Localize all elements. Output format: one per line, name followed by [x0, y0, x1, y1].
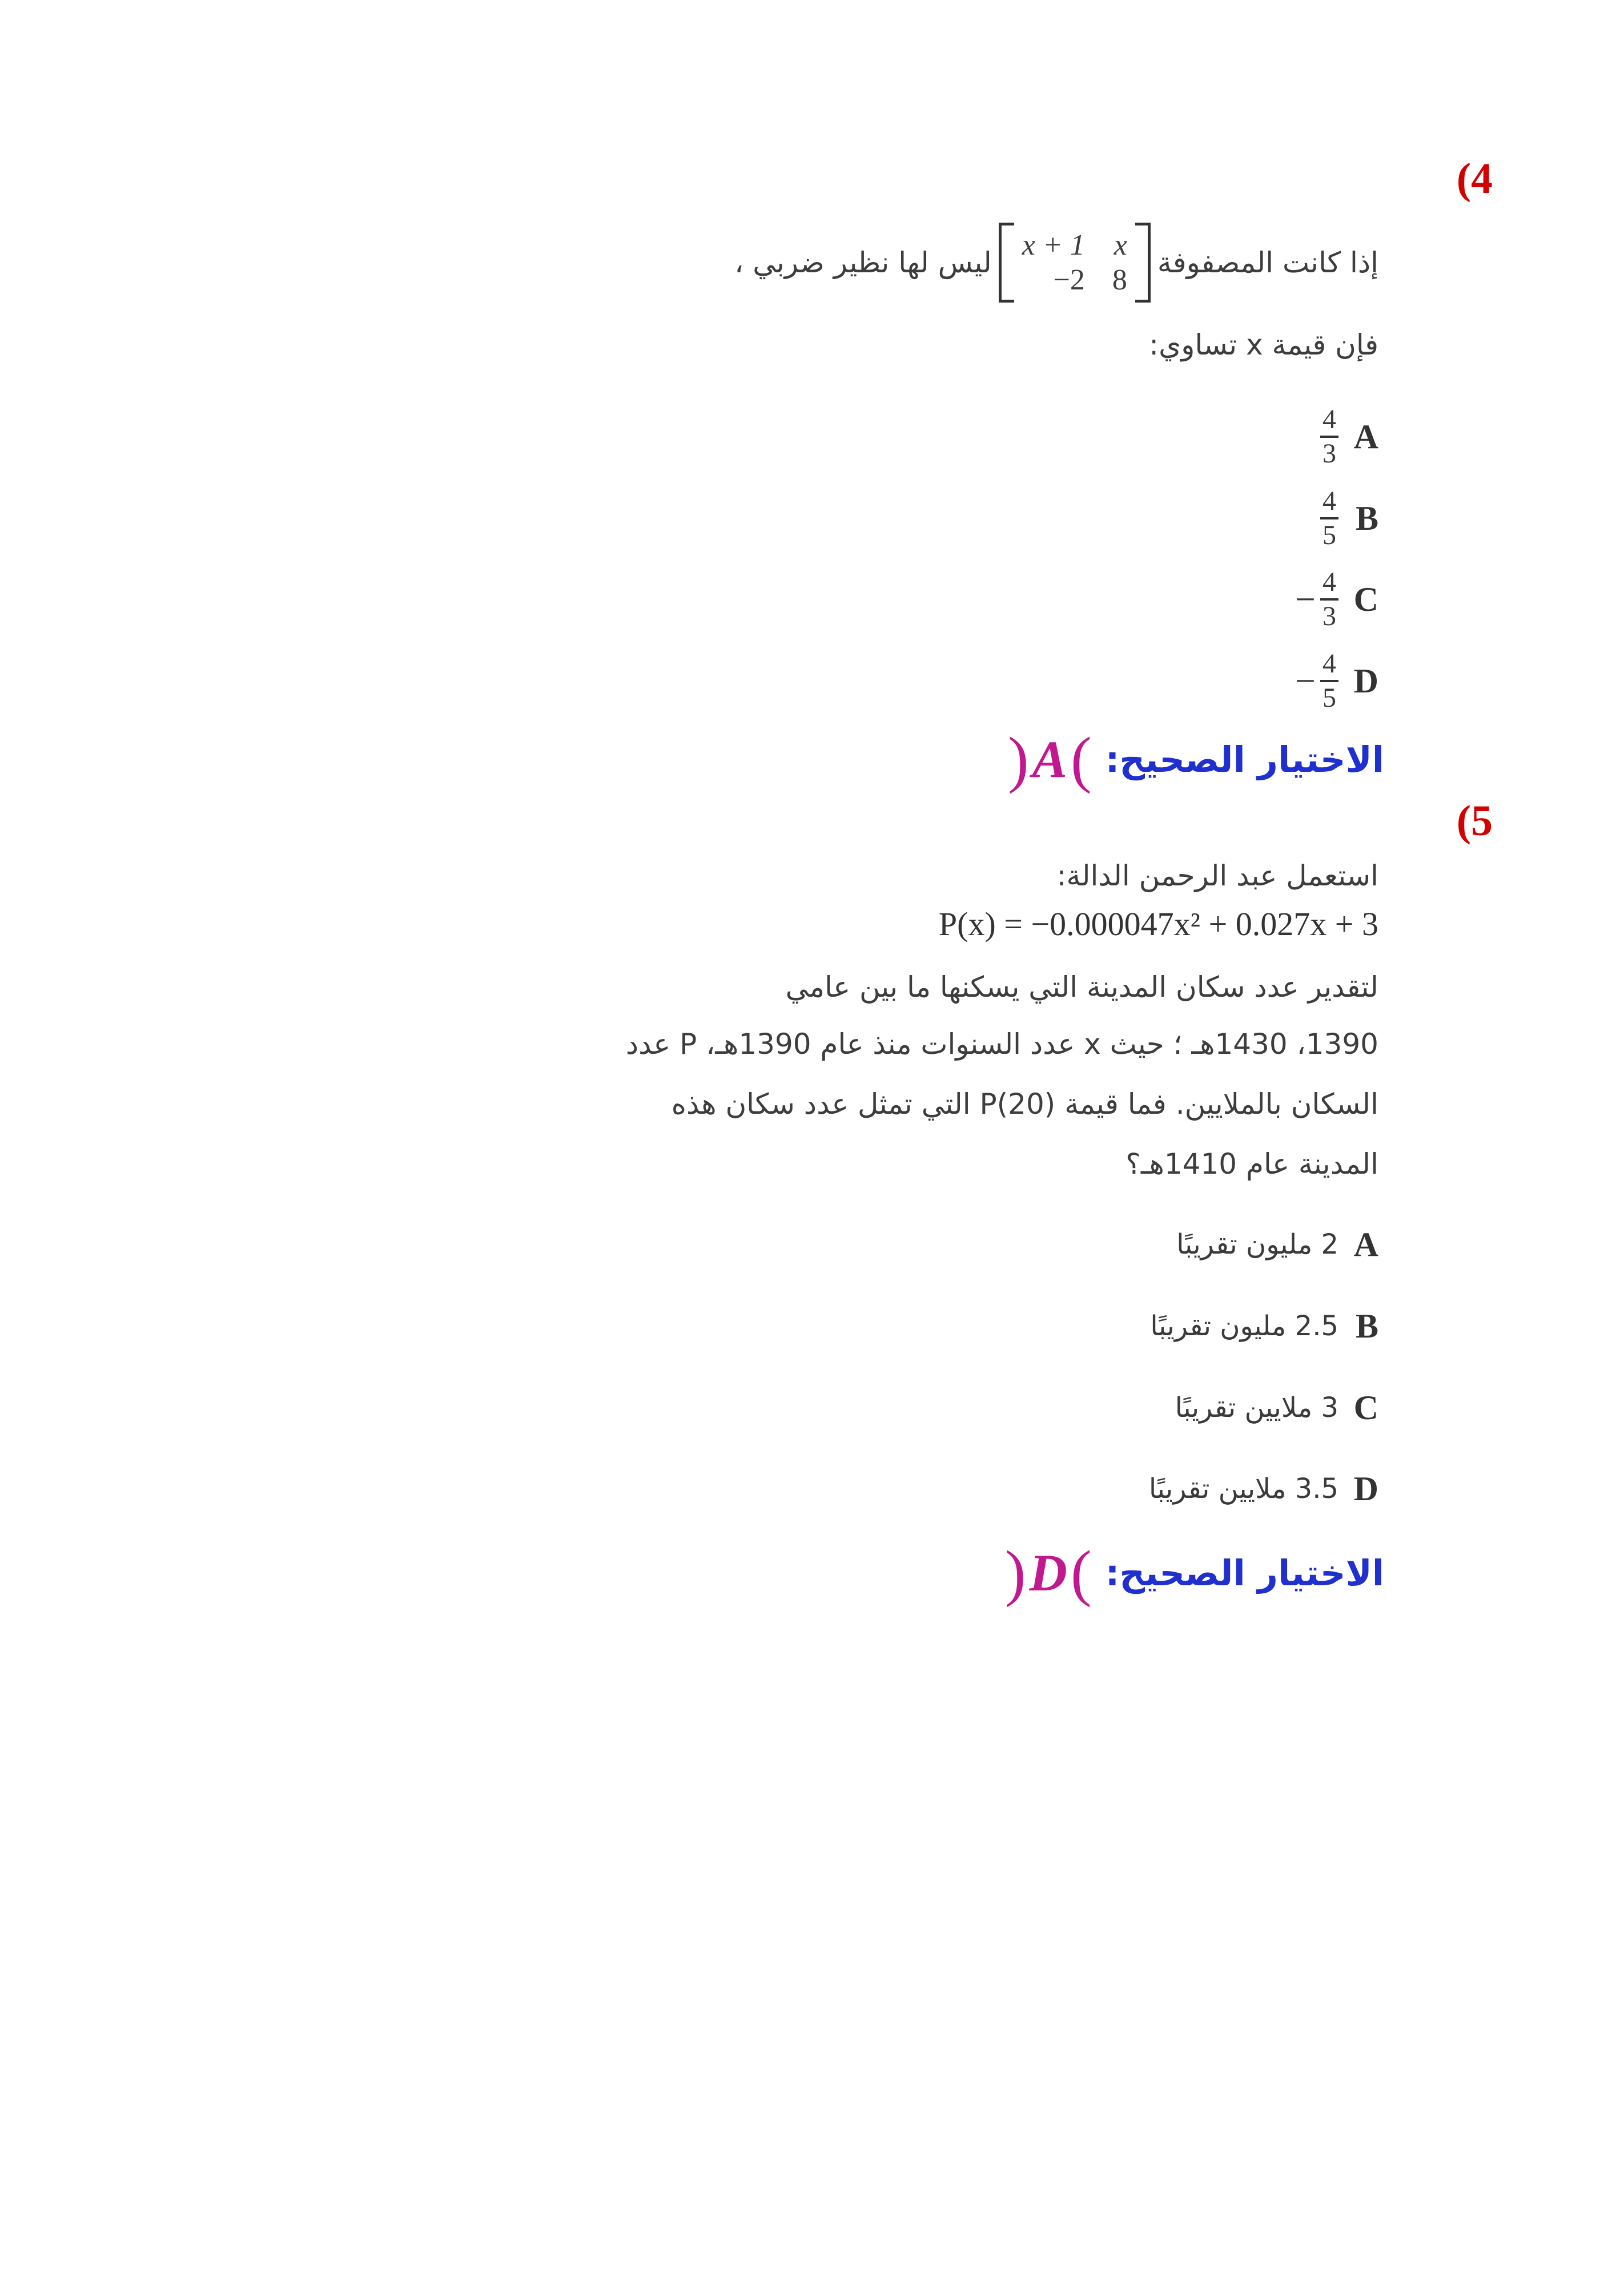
q5-formula: P(x) = −0.000047x² + 0.027x + 3 — [938, 905, 1378, 942]
q5-option-a-text: 2 مليون تقريبًا — [1176, 1228, 1338, 1260]
q5-answer-label: الاختيار الصحيح: — [1105, 1552, 1384, 1594]
q5-option-d-letter: D — [1353, 1469, 1378, 1508]
q4-option-d[interactable] — [1295, 647, 1378, 715]
q5-line2: لتقدير عدد سكان المدينة التي يسكنها ما بين عامي — [785, 970, 1378, 1004]
q5-option-a-letter: A — [1353, 1225, 1378, 1263]
q4-option-b-letter: B — [1355, 499, 1378, 537]
q4-option-c-letter: C — [1353, 580, 1378, 618]
q5-line4: السكان بالملايين. فما قيمة P(20) التي تمثل عدد سكان هذه — [671, 1087, 1378, 1121]
q4-answer-label: الاختيار الصحيح: — [1105, 738, 1384, 780]
q4-matrix — [999, 223, 1151, 303]
q4-option-a[interactable] — [1316, 402, 1378, 471]
q5-option-d-text: 3.5 ملايين تقريبًا — [1148, 1473, 1338, 1505]
matrix-entries — [1014, 228, 1135, 297]
q5-option-c[interactable] — [1175, 1385, 1378, 1431]
matrix-entry-11: x + 1 — [1022, 229, 1085, 261]
q5-answer-letter: D — [1029, 1544, 1067, 1602]
q5-option-b-letter: B — [1355, 1307, 1378, 1345]
question-number-5: (5 — [1456, 797, 1493, 845]
q5-line5: المدينة عام 1410هـ؟ — [1125, 1147, 1378, 1181]
q4-option-a-letter: A — [1353, 417, 1378, 456]
q4-answer: الاختيار الصحيح: ) A ( — [1007, 724, 1384, 794]
q5-option-b[interactable] — [1150, 1303, 1378, 1349]
q4-option-c-sign: − — [1295, 579, 1316, 619]
matrix-entry-21: −2 — [1053, 264, 1085, 296]
q4-stem-line2: فإن قيمة x تساوي: — [1149, 328, 1378, 361]
q4-stem-line1 — [734, 223, 1378, 303]
matrix-right-bracket — [1135, 223, 1151, 303]
q4-option-d-letter: D — [1353, 662, 1378, 700]
matrix-entry-22: 8 — [1112, 264, 1127, 296]
q4-option-a-fraction: $\frac{4}{3}$ — [1320, 406, 1338, 468]
q4-option-d-sign: − — [1295, 660, 1316, 701]
matrix-entry-12: x — [1114, 229, 1127, 261]
q4-stem-before: إذا كانت المصفوفة — [1157, 246, 1378, 279]
q5-option-c-letter: C — [1353, 1388, 1378, 1427]
q5-option-b-text: 2.5 مليون تقريبًا — [1150, 1310, 1338, 1342]
q4-option-c[interactable] — [1295, 565, 1378, 634]
q4-answer-letter: A — [1032, 730, 1067, 788]
q4-option-b-fraction: $\frac{4}{5}$ — [1320, 488, 1338, 549]
matrix-left-bracket — [999, 223, 1014, 303]
q5-answer: الاختيار الصحيح: ) D ( — [1004, 1537, 1384, 1608]
q4-option-b[interactable] — [1316, 484, 1378, 553]
question-number-4: (4 — [1456, 155, 1493, 203]
q5-option-d[interactable] — [1149, 1466, 1378, 1512]
q5-line1: استعمل عبد الرحمن الدالة: — [1056, 859, 1378, 892]
q5-option-a[interactable] — [1176, 1222, 1378, 1267]
q5-line3: 1390، 1430هـ ؛ حيث x عدد السنوات منذ عام 1390هـ، P عدد — [625, 1028, 1378, 1061]
q4-stem-after: ليس لها نظير ضربي ، — [734, 246, 992, 279]
q4-option-d-fraction: $\frac{4}{5}$ — [1320, 650, 1338, 712]
q4-option-c-fraction: $\frac{4}{3}$ — [1320, 569, 1338, 630]
q5-option-c-text: 3 ملايين تقريبًا — [1175, 1392, 1338, 1424]
